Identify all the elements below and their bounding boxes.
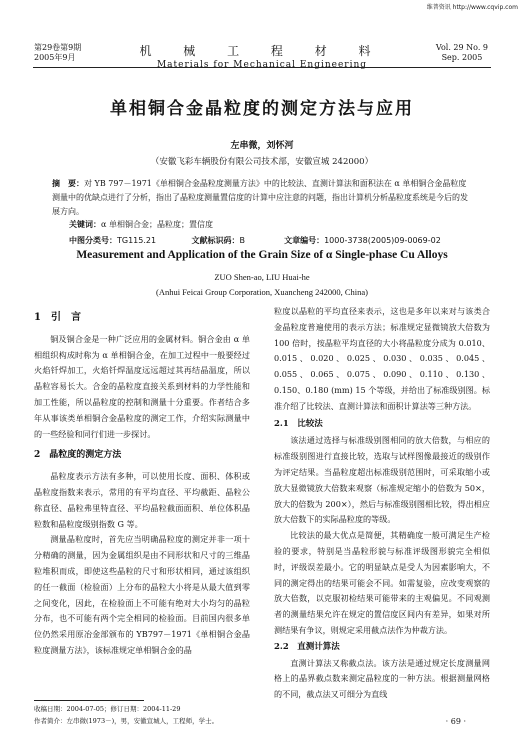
paragraph: 粒度以晶粒的平均直径来表示，这也是多年以来对与该类合金晶粒度普遍使用的表示方法；标准规定显微镜放大倍数为 100 倍时，按晶粒平均直径的大小将晶粒度分成为 0.010、0.015、0.020、0.025、0.030、0.035、0.045、0.055、0.065、0.075、0.090、0.110、0.130、0.150、0.180 (mm) 15 个等级，并给出了标准级别图。标准介绍了比较法、直测计算法和面积计算法等三种方法。 (274, 306, 490, 411)
paragraph: 测量晶粒度时，首先应当明确晶粒度的测定并非一项十分精确的测量，因为金属组织是由不同形状和尺寸的三维晶粒堆积而成，即使这些晶粒的尺寸和形状相同，通过该组织的任一截面（检验面）上分布的晶粒大小将是从最大值到零之间变化，因此，在检验面上不可能有绝对大小均匀的晶粒分布，也不可能有两个完全相同的检验面。目前国内很多单位仍然采用原冶金部颁布的 YB797－1971《单相铜合金晶粒度测量方法》，该标准规定单相铜合金的晶 (34, 534, 250, 655)
abstract-text: 对 YB 797－1971《单相铜合金晶粒度测量方法》中的比较法、直测计算法和面积法在 α 单相铜合金晶粒度测量中的优缺点进行了分析，指出了晶粒度测量置信度的计算中应注意的问题，指出计算机分析晶粒度系统是今后的发展方向。 (52, 179, 468, 216)
paragraph: 直测计算法又称截点法。该方法是通过规定长度测量网格上的晶界截点数来测定晶粒度的一种方法。根据测量网格的不同，截点法又可细分为直线 (274, 657, 490, 700)
article-number-label: 文章编号： (284, 236, 325, 245)
keywords (69, 219, 213, 230)
footnote-rule (34, 700, 144, 701)
english-title: Measurement and Application of the Grain Size of α Single-phase Cu Alloys (76, 249, 448, 261)
left-column (34, 306, 250, 659)
doc-code-label: 文献标识码： (191, 236, 240, 245)
doc-code: B (239, 236, 246, 245)
header-right (436, 43, 488, 63)
authors: 左串微，刘怀河 (230, 141, 294, 151)
subsection-heading-comparison: 2.1 比较法 (274, 418, 323, 429)
journal-name-cn: 机 械 工 程 材 料 (139, 44, 385, 58)
keywords-label: 关键词： (69, 219, 101, 229)
article-number: 1000-3738(2005)09-0069-02 (324, 236, 441, 245)
page-number: · 69 · (445, 717, 466, 726)
watermark: 维普资讯 http://www.cqvip.com (426, 4, 518, 11)
abstract-label: 摘 要： (52, 178, 84, 188)
abstract (52, 176, 472, 219)
volume-cn: 第29卷第9期 (34, 43, 82, 52)
affiliation: （安徽飞彩车辆股份有限公司技术部，安徽宣城 242000） (150, 157, 374, 167)
english-affiliation: (Anhui Feicai Group Corporation, Xuancheng 242000, China) (156, 287, 368, 297)
english-authors: ZUO Shen-ao, LIU Huai-he (214, 272, 310, 282)
keywords-text: α 单相铜合金；晶粒度；置信度 (101, 220, 213, 229)
footnote-author: 作者简介：左串微(1973－)，男，安徽宣城人，工程师，学士。 (34, 717, 219, 725)
subsection-heading-direct-measurement: 2.2 直测计算法 (274, 641, 340, 652)
volume-en: Vol. 29 No. 9 (435, 43, 488, 52)
header-rule (33, 67, 491, 68)
date-cn: 2005年9月 (34, 53, 76, 62)
paragraph: 铜及铜合金是一种广泛应用的金属材料。铜合金由 α 单相组织构成时称为 α 单相铜合金，在加工过程中一般要经过火焰钎焊加工，火焰钎焊温度远远超过其再结晶温度，所以晶粒容易长大。合金的晶粒度直接关系到材料的力学性能和加工性能，所以晶粒度的控制和测量十分重要。作者结合多年从事该类单相铜合金晶粒度的测定工作，介绍实际测量中的一些经验和同行们进一步探讨。 (34, 333, 250, 439)
section-heading-methods: 2 晶粒度的测定方法 (34, 450, 122, 461)
classification-line (69, 235, 441, 246)
paragraph: 该法通过选择与标准级别图相同的放大倍数，与相应的标准级别图进行直接比较，选取与试样图像最接近的级别作为评定结果。当晶粒度超出标准级别范围时，可采取缩小或放大显微镜放大倍数来观察（标准规定缩小的倍数为 50×，放大的倍数为 200×），然后与标准级别图相比较，得出相应放大倍数下的实际晶粒度的等级。 (274, 435, 490, 525)
footnote-received: 收稿日期：2004-07-05；修订日期：2004-11-29 (34, 705, 181, 713)
date-en: Sep. 2005 (441, 53, 483, 62)
section-heading-introduction: 1 引 言 (34, 312, 81, 323)
clc-code: TG115.21 (117, 236, 157, 245)
paper-title: 单相铜合金晶粒度的测定方法与应用 (110, 99, 414, 119)
clc-label: 中图分类号： (69, 236, 117, 245)
journal-name-en: Materials for Mechanical Engineering (156, 60, 368, 70)
right-column (274, 304, 490, 703)
paragraph: 比较法的最大优点是简便，其精确度一般可满足生产检验的要求，特别是当晶粒形貌与标准评级图形貌完全相似时，评级误差最小。它的明显缺点是受人为因素影响大，不同的测定得出的结果可能会不同。如需复验，应改变观察的放大倍数，以克服初检结果可能带来的主观偏见。不同观测者的测量结果允许在规定的置信度区间内有差异，如果对所测结果有争议，则规定采用截点法作为仲裁方法。 (274, 530, 490, 635)
paragraph: 晶粒度表示方法有多种，可以使用长度、面积、体积或晶粒度指数来表示，常用的有平均直径、平均截距、晶粒公称直径、晶粒弗里特直径、平均晶粒截面面积、单位体积晶粒数和晶粒度级别指数 G 等。 (34, 471, 250, 529)
